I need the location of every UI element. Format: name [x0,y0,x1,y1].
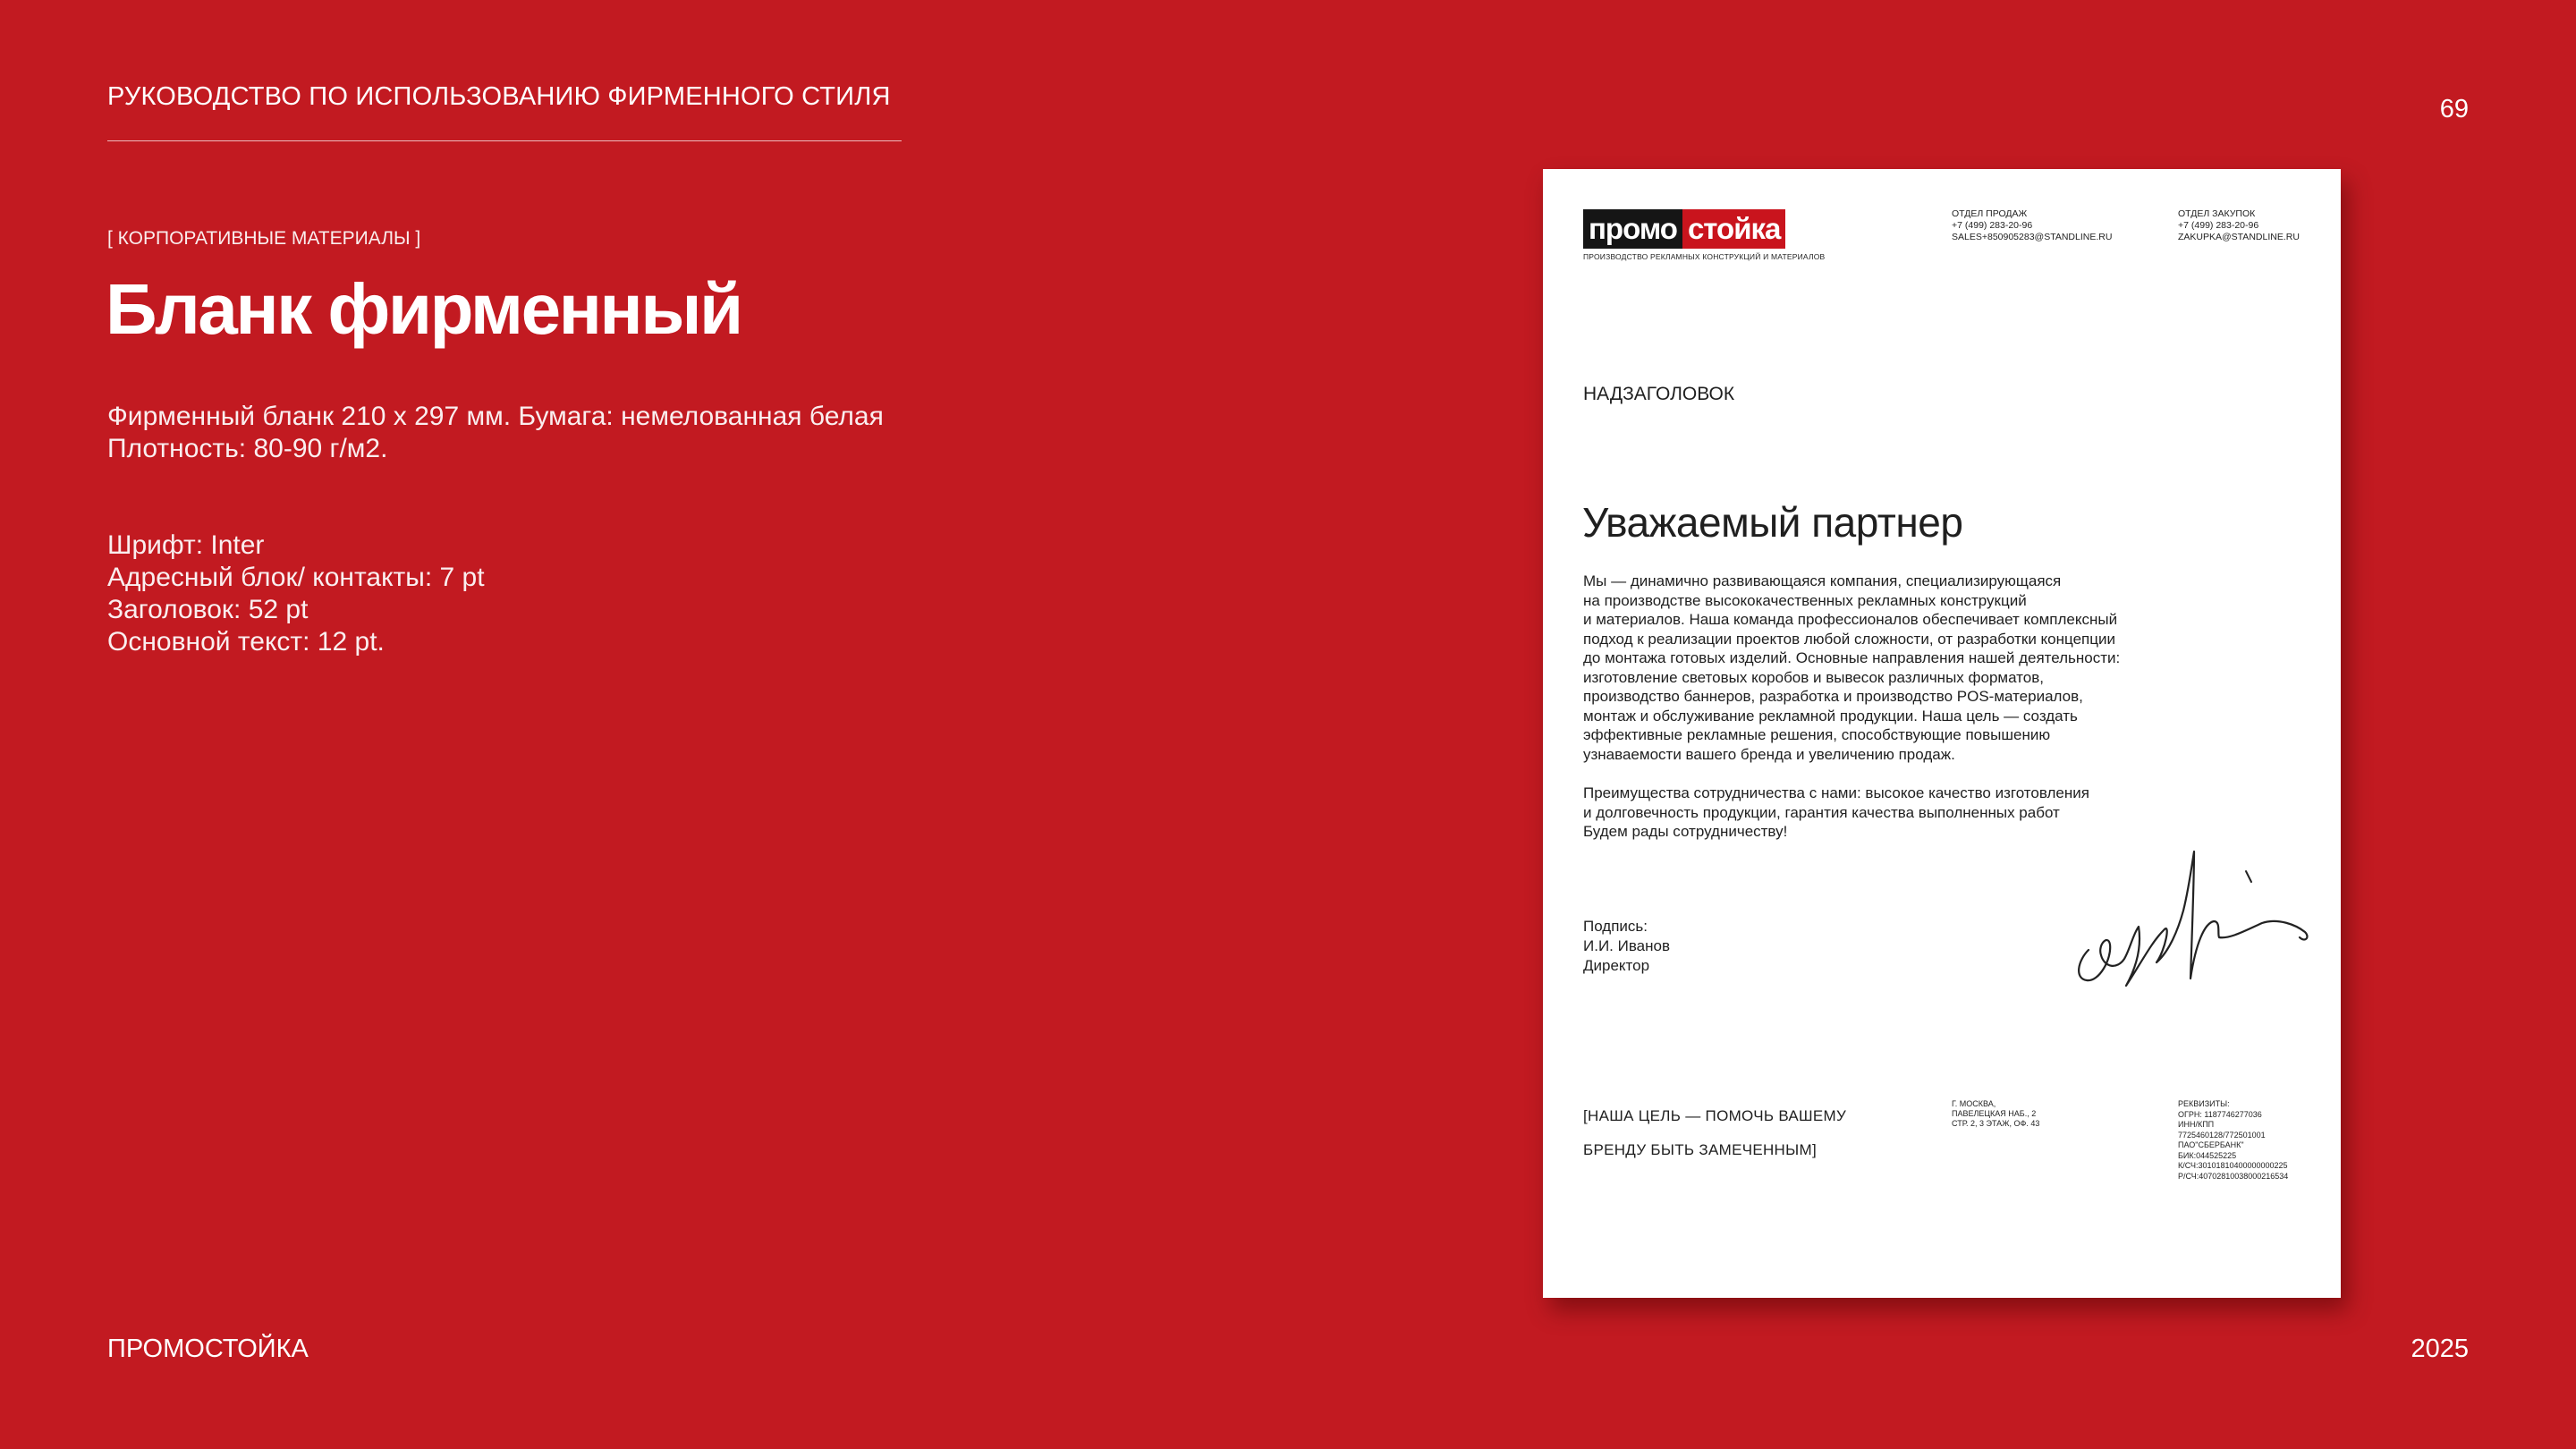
address-line: ПАВЕЛЕЦКАЯ НАБ., 2 [1952,1109,2037,1118]
signature-label: Подпись: [1583,918,1648,935]
requisites-line: ОГРН: 1187746277036 [2178,1109,2262,1119]
spec-heading: Заголовок: 52 pt [107,595,309,624]
address-line: СТР. 2, 3 ЭТАЖ, ОФ. 43 [1952,1119,2040,1128]
body-line: до монтажа готовых изделий. Основные направления нашей деятельности: [1583,649,2121,666]
footer-brand: ПРОМОСТОЙКА [107,1335,309,1363]
body-line: Мы — динамично развивающаяся компания, специализирующаяся [1583,572,2062,589]
requisites-line: К/СЧ:30101810400000000225 [2178,1161,2288,1170]
body-line: Будем рады сотрудничеству! [1583,823,1788,840]
signature-block [1583,917,1670,976]
logo-tagline: ПРОИЗВОДСТВО РЕКЛАМНЫХ КОНСТРУКЦИЙ И МАТЕРИАЛОВ [1583,252,1826,261]
description-line: Фирменный бланк 210 х 297 мм. Бумага: немелованная белая [107,402,884,431]
signer-name: И.И. Иванов [1583,937,1670,954]
footer-year: 2025 [2411,1335,2469,1363]
signer-position: Директор [1583,957,1650,974]
sales-contacts [1952,208,2112,243]
company-logo [1583,209,1785,249]
body-line: монтаж и обслуживание рекламной продукции. Наша цель — создать [1583,707,2078,724]
letter-heading: Уважаемый партнер [1582,499,1963,546]
spec-list [107,530,485,658]
requisites-line: РЕКВИЗИТЫ: [2178,1099,2230,1108]
logo-part-promo: промо [1583,209,1682,249]
requisites-line: ИНН/КПП [2178,1120,2215,1129]
letterhead-sheet [1543,169,2341,1298]
letter-paragraph [1583,572,2174,764]
sales-email: SALES+850905283@STANDLINE.RU [1952,232,2113,242]
purchasing-phone: +7 (499) 283-20-96 [2178,220,2259,231]
body-line: производство баннеров, разработка и производство POS-материалов, [1583,688,2083,705]
body-line: подход к реализации проектов любой сложности, от разработки концепции [1583,630,2115,648]
letter-body [1583,572,2174,861]
sales-label: ОТДЕЛ ПРОДАЖ [1952,208,2028,219]
purchasing-label: ОТДЕЛ ЗАКУПОК [2178,208,2256,219]
requisites-line: 7725460128/772501001 [2178,1130,2266,1140]
body-line: Преимущества сотрудничества с нами: высокое качество изготовления [1583,784,2089,801]
description-line: Плотность: 80-90 г/м2. [107,434,388,463]
address-line: Г. МОСКВА, [1952,1099,1996,1108]
header-divider [107,140,902,141]
slogan-line: БРЕНДУ БЫТЬ ЗАМЕЧЕННЫМ] [1583,1141,1817,1158]
body-line: изготовление световых коробов и вывесок различных форматов, [1583,668,2044,686]
body-line: узнаваемости вашего бренда и увеличению продаж. [1583,745,1955,763]
spec-address-block: Адресный блок/ контакты: 7 pt [107,563,485,592]
body-line: на производстве высококачественных рекламных конструкций [1583,591,2027,609]
body-line: и долговечность продукции, гарантия качества выполненных работ [1583,803,2060,821]
requisites-line: БИК:044525225 [2178,1150,2237,1160]
letter-overline: НАДЗАГОЛОВОК [1583,384,1735,404]
requisites-line: Р/СЧ:40702810038000216534 [2178,1171,2289,1181]
description [107,401,884,465]
page-title: Бланк фирменный [106,269,741,349]
letter-slogan [1583,1099,1846,1167]
guide-title: РУКОВОДСТВО ПО ИСПОЛЬЗОВАНИЮ ФИРМЕННОГО СТИЛЯ [107,82,891,111]
slogan-line: [НАША ЦЕЛЬ — ПОМОЧЬ ВАШЕМУ [1583,1107,1847,1124]
body-line: эффективные рекламные решения, способствующие повышению [1583,726,2051,743]
spec-font: Шрифт: Inter [107,530,265,560]
section-tag: [ КОРПОРАТИВНЫЕ МАТЕРИАЛЫ ] [107,228,421,249]
requisites-line: ПАО"СБЕРБАНК" [2178,1140,2244,1149]
spec-body-text: Основной текст: 12 pt. [107,627,385,657]
purchasing-contacts [2178,208,2300,243]
company-requisites [2178,1099,2288,1182]
sales-phone: +7 (499) 283-20-96 [1952,220,2033,231]
company-address [1952,1099,2039,1129]
handwritten-signature [2071,844,2312,996]
purchasing-email: ZAKUPKA@STANDLINE.RU [2178,232,2300,242]
page-number: 69 [2439,95,2469,123]
logo-part-stoyka: стойка [1682,209,1785,249]
body-line: и материалов. Наша команда профессионалов обеспечивает комплексный [1583,611,2118,628]
letter-paragraph [1583,784,2174,842]
